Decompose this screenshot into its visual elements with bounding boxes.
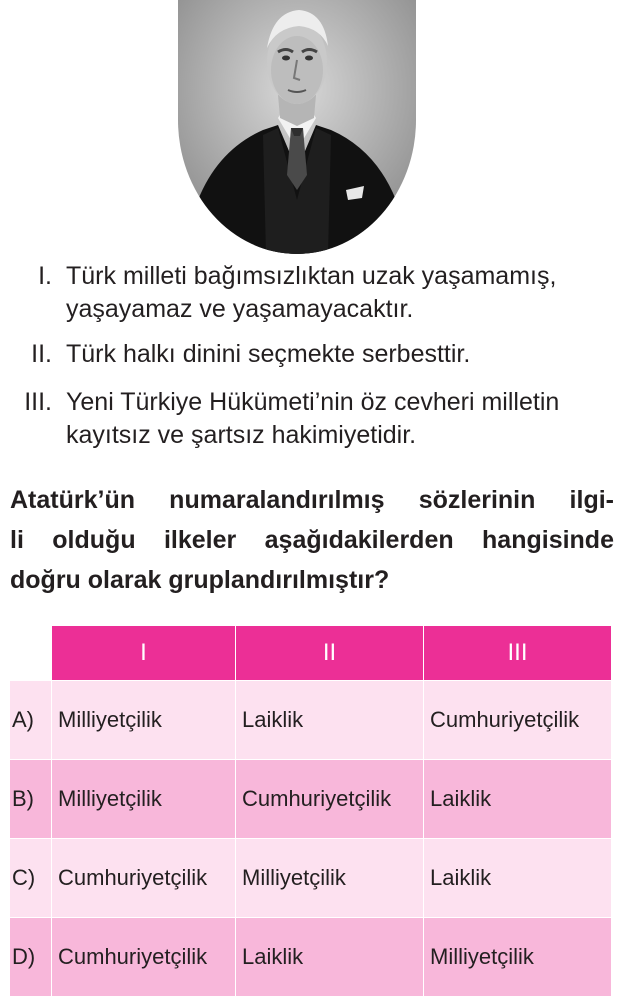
option-letter: D) <box>10 918 52 997</box>
table-cell: Laiklik <box>236 918 424 997</box>
column-header: III <box>424 626 612 681</box>
option-letter: C) <box>10 839 52 918</box>
table-cell: Milliyetçilik <box>52 681 236 760</box>
option-letter: A) <box>10 681 52 760</box>
table-cell: Laiklik <box>424 839 612 918</box>
table-cell: Laiklik <box>236 681 424 760</box>
statement-text: Türk halkı dinini seçmekte serbesttir. <box>66 340 471 368</box>
option-row-d[interactable] <box>10 918 612 997</box>
table-cell: Cumhuriyetçilik <box>52 918 236 997</box>
option-row-a[interactable] <box>10 681 612 760</box>
table-cell: Laiklik <box>424 760 612 839</box>
table-cell: Milliyetçilik <box>52 760 236 839</box>
statement-text: Türk milleti bağımsızlıktan uzak yaşamamış, yaşayamaz ve yaşamayacaktır. <box>66 262 557 323</box>
column-header: I <box>52 626 236 681</box>
option-letter: B) <box>10 760 52 839</box>
statement-3 <box>0 386 620 452</box>
statement-number: III. <box>24 388 52 416</box>
column-header: II <box>236 626 424 681</box>
table-cell: Cumhuriyetçilik <box>52 839 236 918</box>
portrait-photo <box>178 0 416 254</box>
options-table <box>9 625 612 997</box>
option-row-c[interactable] <box>10 839 612 918</box>
option-row-b[interactable] <box>10 760 612 839</box>
table-cell: Milliyetçilik <box>236 839 424 918</box>
statement-number: II. <box>31 340 52 368</box>
table-header-row <box>10 626 612 681</box>
statement-text: Yeni Türkiye Hükümeti’nin öz cevheri milletin kayıtsız ve şartsız hakimiyetidir. <box>66 388 560 449</box>
statement-number: I. <box>38 262 52 290</box>
statement-1 <box>0 260 620 326</box>
table-cell: Milliyetçilik <box>424 918 612 997</box>
table-cell: Cumhuriyetçilik <box>424 681 612 760</box>
statement-2 <box>0 338 620 371</box>
table-cell: Cumhuriyetçilik <box>236 760 424 839</box>
question-text: Atatürk’ün numaralandırılmış sözlerinin ilgi- li olduğu ilkeler aşağıdakilerden hangisinde doğru olarak gruplandırılmıştır? <box>10 486 614 594</box>
